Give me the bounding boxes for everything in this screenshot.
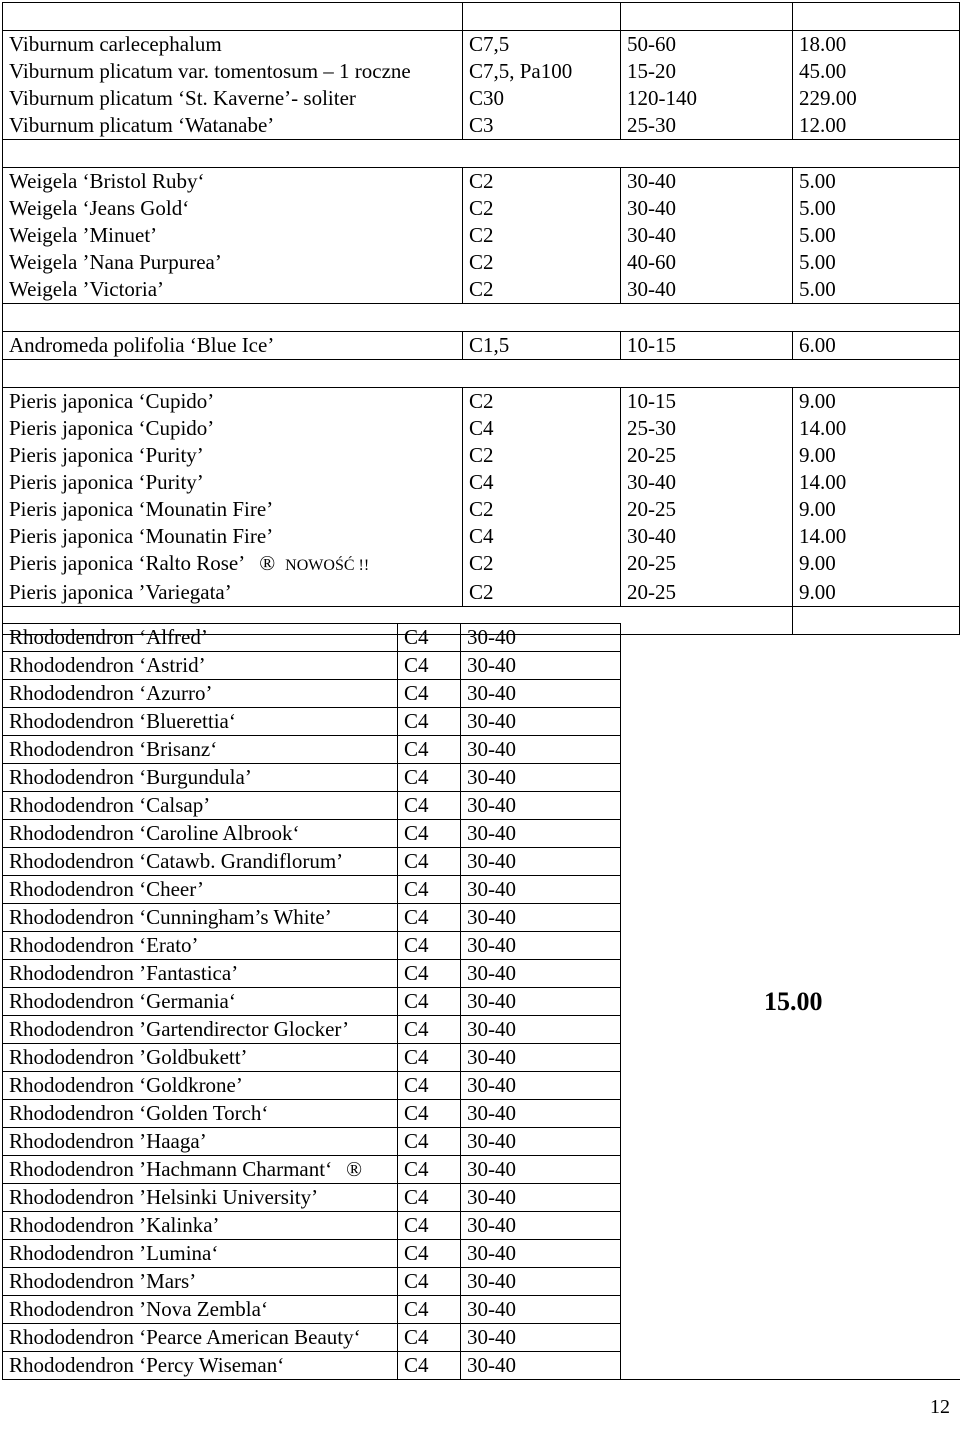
container-size: C4: [463, 523, 621, 550]
header-blank-row: [3, 3, 960, 31]
price: 5.00: [793, 222, 960, 249]
container-size: C4: [398, 736, 461, 764]
plant-name-text: Rhododendron ‘Percy Wiseman‘: [9, 1353, 285, 1377]
container-size: C2: [463, 276, 621, 304]
plant-height: 50-60: [621, 31, 793, 59]
table-row: [3, 58, 960, 85]
container-size: C4: [398, 960, 461, 988]
container-size: C30: [463, 85, 621, 112]
container-size: C4: [398, 1184, 461, 1212]
plant-name-text: Rhododendron ’Mars’: [9, 1269, 197, 1293]
plant-name: Viburnum carlecephalum: [3, 31, 463, 59]
plant-height: 30-40: [461, 736, 621, 764]
plant-name: [3, 1072, 398, 1100]
table-row: [3, 112, 960, 140]
separator-row: [3, 360, 960, 388]
price: 5.00: [793, 195, 960, 222]
plant-name: [3, 680, 398, 708]
plant-height: 30-40: [461, 960, 621, 988]
container-size: C4: [398, 1100, 461, 1128]
plant-name: Pieris japonica ‘Cupido’: [3, 388, 463, 416]
plant-height: 40-60: [621, 249, 793, 276]
container-size: C2: [463, 168, 621, 196]
price-table-main: [2, 2, 960, 635]
plant-name: [3, 1128, 398, 1156]
container-size: C2: [463, 496, 621, 523]
plant-name: Weigela ’Minuet’: [3, 222, 463, 249]
plant-name: [3, 988, 398, 1016]
container-size: C3: [463, 112, 621, 140]
container-size: C4: [398, 1352, 461, 1380]
container-size: C4: [398, 904, 461, 932]
group-price: 15.00: [621, 624, 960, 1380]
price: 5.00: [793, 276, 960, 304]
table-row: [3, 579, 960, 607]
plant-name-text: Rhododendron ‘Brisanz‘: [9, 737, 218, 761]
plant-height: 30-40: [461, 1128, 621, 1156]
plant-height: 25-30: [621, 112, 793, 140]
separator-row: [3, 140, 960, 168]
new-badge: NOWOŚĆ !!: [285, 557, 370, 574]
table-row: [3, 222, 960, 249]
plant-name-text: Rhododendron ‘Germania‘: [9, 989, 236, 1013]
plant-name: Pieris japonica ’Variegata’: [3, 579, 463, 607]
price: 14.00: [793, 523, 960, 550]
plant-name: Pieris japonica ‘Mounatin Fire’: [3, 496, 463, 523]
plant-name: [3, 1184, 398, 1212]
plant-name: [3, 652, 398, 680]
table-row: [3, 523, 960, 550]
price: 14.00: [793, 469, 960, 496]
plant-name: [3, 1100, 398, 1128]
price: 12.00: [793, 112, 960, 140]
container-size: C4: [398, 848, 461, 876]
table-row: [3, 332, 960, 360]
container-size: C4: [398, 1072, 461, 1100]
container-size: C2: [463, 249, 621, 276]
separator-row: [3, 304, 960, 332]
plant-height: 30-40: [461, 764, 621, 792]
plant-name: [3, 624, 398, 652]
price: 6.00: [793, 332, 960, 360]
table-row: [3, 442, 960, 469]
container-size: C4: [463, 415, 621, 442]
plant-height: 30-40: [461, 904, 621, 932]
table-row: [3, 415, 960, 442]
plant-name: [3, 1212, 398, 1240]
plant-name: [3, 708, 398, 736]
plant-name-text: Rhododendron ‘Calsap’: [9, 793, 211, 817]
container-size: C4: [398, 1016, 461, 1044]
plant-name-text: Rhododendron ’Lumina‘: [9, 1241, 219, 1265]
container-size: C4: [463, 469, 621, 496]
plant-height: 20-25: [621, 579, 793, 607]
plant-height: 30-40: [461, 652, 621, 680]
plant-name-text: Rhododendron ‘Caroline Albrook‘: [9, 821, 300, 845]
plant-height: 30-40: [461, 624, 621, 652]
plant-height: 30-40: [461, 820, 621, 848]
price: 229.00: [793, 85, 960, 112]
table-row: [3, 496, 960, 523]
container-size: C2: [463, 222, 621, 249]
plant-name-text: Rhododendron ’Gartendirector Glocker’: [9, 1017, 350, 1041]
plant-height: 30-40: [461, 932, 621, 960]
container-size: C4: [398, 1044, 461, 1072]
plant-name: [3, 1296, 398, 1324]
plant-height: 30-40: [621, 469, 793, 496]
plant-height: 30-40: [621, 276, 793, 304]
plant-name-text: Rhododendron ‘Goldkrone’: [9, 1073, 243, 1097]
container-size: C1,5: [463, 332, 621, 360]
plant-name: [3, 550, 463, 579]
plant-name: Weigela ’Victoria’: [3, 276, 463, 304]
plant-name-text: Rhododendron ’Kalinka’: [9, 1213, 220, 1237]
plant-name: Viburnum plicatum ‘Watanabe’: [3, 112, 463, 140]
plant-name: [3, 1044, 398, 1072]
plant-height: 30-40: [461, 1352, 621, 1380]
plant-name-text: Rhododendron ’Helsinki University’: [9, 1185, 319, 1209]
price: 9.00: [793, 579, 960, 607]
container-size: C2: [463, 550, 621, 579]
plant-height: 10-15: [621, 332, 793, 360]
plant-name-text: Rhododendron ’Hachmann Charmant‘: [9, 1157, 333, 1181]
plant-name-text: Rhododendron ‘Catawb. Grandiflorum’: [9, 849, 344, 873]
registered-mark: ®: [259, 551, 276, 575]
plant-name-text: Rhododendron ‘Astrid’: [9, 653, 206, 677]
plant-height: 30-40: [461, 1184, 621, 1212]
container-size: C4: [398, 820, 461, 848]
container-size: C4: [398, 1268, 461, 1296]
registered-mark: ®: [346, 1157, 363, 1181]
container-size: C2: [463, 195, 621, 222]
plant-height: 30-40: [461, 792, 621, 820]
price: 9.00: [793, 550, 960, 579]
container-size: C4: [398, 876, 461, 904]
plant-name: [3, 876, 398, 904]
plant-name: [3, 792, 398, 820]
rhododendron-table: [2, 623, 960, 1380]
container-size: C4: [398, 1324, 461, 1352]
container-size: C4: [398, 1240, 461, 1268]
plant-name: [3, 764, 398, 792]
plant-height: 30-40: [461, 1240, 621, 1268]
plant-name: Viburnum plicatum ‘St. Kaverne’- soliter: [3, 85, 463, 112]
plant-height: 120-140: [621, 85, 793, 112]
plant-height: 20-25: [621, 442, 793, 469]
container-size: C4: [398, 988, 461, 1016]
plant-name: [3, 1240, 398, 1268]
plant-height: 30-40: [461, 1212, 621, 1240]
plant-name-text: Rhododendron ‘Burgundula’: [9, 765, 252, 789]
container-size: C4: [398, 1128, 461, 1156]
container-size: C4: [398, 932, 461, 960]
plant-height: 30-40: [621, 168, 793, 196]
container-size: C4: [398, 764, 461, 792]
plant-height: 30-40: [461, 876, 621, 904]
plant-name-text: Rhododendron ‘Azurro’: [9, 681, 213, 705]
plant-height: 30-40: [461, 1044, 621, 1072]
container-size: C2: [463, 442, 621, 469]
plant-height: 30-40: [461, 1072, 621, 1100]
plant-name-text: Rhododendron ’Goldbukett’: [9, 1045, 248, 1069]
table-row: [3, 469, 960, 496]
page-number: 12: [930, 1396, 950, 1418]
table-row: [3, 195, 960, 222]
container-size: C4: [398, 680, 461, 708]
plant-name: [3, 1156, 398, 1184]
plant-height: 25-30: [621, 415, 793, 442]
plant-height: 30-40: [461, 848, 621, 876]
plant-height: 20-25: [621, 496, 793, 523]
plant-name: Pieris japonica ‘Purity’: [3, 469, 463, 496]
price: 9.00: [793, 442, 960, 469]
plant-height: 30-40: [461, 708, 621, 736]
plant-name: [3, 848, 398, 876]
table-row: [3, 249, 960, 276]
container-size: C4: [398, 624, 461, 652]
plant-height: 30-40: [461, 1268, 621, 1296]
price: 5.00: [793, 249, 960, 276]
plant-height: 30-40: [461, 1324, 621, 1352]
table-row: [3, 276, 960, 304]
plant-height: 30-40: [461, 1296, 621, 1324]
plant-name-text: Rhododendron ‘Cunningham’s White’: [9, 905, 332, 929]
plant-name: Weigela ‘Jeans Gold‘: [3, 195, 463, 222]
price: 5.00: [793, 168, 960, 196]
plant-name: Weigela ‘Bristol Ruby‘: [3, 168, 463, 196]
plant-height: 30-40: [461, 1100, 621, 1128]
plant-name: Pieris japonica ‘Mounatin Fire’: [3, 523, 463, 550]
plant-name: [3, 1352, 398, 1380]
table-row: [3, 624, 960, 652]
plant-height: 20-25: [621, 550, 793, 579]
plant-height: 30-40: [621, 195, 793, 222]
price: 9.00: [793, 388, 960, 416]
plant-height: 30-40: [461, 988, 621, 1016]
table-row: [3, 550, 960, 579]
plant-name-text: Rhododendron ’Fantastica’: [9, 961, 239, 985]
plant-name-text: Rhododendron ‘Pearce American Beauty‘: [9, 1325, 361, 1349]
plant-height: 30-40: [621, 222, 793, 249]
plant-name: [3, 960, 398, 988]
plant-name: Viburnum plicatum var. tomentosum – 1 roczne: [3, 58, 463, 85]
table-row: [3, 388, 960, 416]
container-size: C7,5: [463, 31, 621, 59]
plant-name: Pieris japonica ‘Purity’: [3, 442, 463, 469]
plant-name: [3, 1268, 398, 1296]
price: 9.00: [793, 496, 960, 523]
plant-height: 15-20: [621, 58, 793, 85]
plant-name: [3, 904, 398, 932]
plant-height: 30-40: [461, 680, 621, 708]
container-size: C7,5, Pa100: [463, 58, 621, 85]
plant-height: 10-15: [621, 388, 793, 416]
table-row: [3, 168, 960, 196]
container-size: C2: [463, 388, 621, 416]
plant-name-text: Pieris japonica ‘Ralto Rose’: [9, 551, 246, 575]
container-size: C4: [398, 652, 461, 680]
plant-name-text: Rhododendron ‘Cheer’: [9, 877, 204, 901]
price: 18.00: [793, 31, 960, 59]
plant-name: [3, 1016, 398, 1044]
plant-name: [3, 1324, 398, 1352]
plant-name-text: Rhododendron ‘Erato’: [9, 933, 199, 957]
plant-name: [3, 736, 398, 764]
plant-height: 30-40: [461, 1156, 621, 1184]
container-size: C4: [398, 1296, 461, 1324]
table-row: [3, 85, 960, 112]
plant-name-text: Rhododendron ’Haaga’: [9, 1129, 207, 1153]
plant-name: Weigela ’Nana Purpurea’: [3, 249, 463, 276]
container-size: C4: [398, 1156, 461, 1184]
table-row: [3, 31, 960, 59]
price: 14.00: [793, 415, 960, 442]
plant-name: [3, 932, 398, 960]
plant-name-text: Rhododendron ‘Golden Torch‘: [9, 1101, 269, 1125]
container-size: C4: [398, 1212, 461, 1240]
price: 45.00: [793, 58, 960, 85]
plant-name: [3, 820, 398, 848]
plant-name-text: Rhododendron ‘Alfred’: [9, 625, 208, 649]
plant-name-text: Rhododendron ‘Bluerettia‘: [9, 709, 236, 733]
plant-name: Pieris japonica ‘Cupido’: [3, 415, 463, 442]
plant-name: Andromeda polifolia ‘Blue Ice’: [3, 332, 463, 360]
plant-height: 30-40: [461, 1016, 621, 1044]
container-size: C4: [398, 708, 461, 736]
container-size: C4: [398, 792, 461, 820]
container-size: C2: [463, 579, 621, 607]
plant-name-text: Rhododendron ’Nova Zembla‘: [9, 1297, 268, 1321]
plant-height: 30-40: [621, 523, 793, 550]
